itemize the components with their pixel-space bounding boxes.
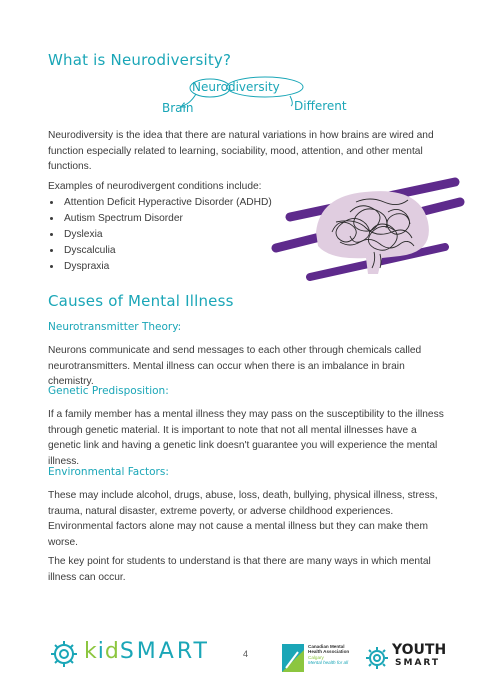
youth-word: YOUTH bbox=[392, 642, 447, 658]
paragraph-neurodiversity: Neurodiversity is the idea that there are natural variations in how brains are wired and function especially related to learning, sociability, mood, attention, and other mental functions. bbox=[48, 130, 434, 172]
list-item: • Attention Deficit Hyperactive Disorder (ADHD) bbox=[62, 195, 288, 211]
paragraph-neurotransmitter: Neurons communicate and send messages to each other through chemicals called neurotransmitters. Mental illness can occur when there is an imbalance in brain chemistry. bbox=[48, 345, 422, 387]
list-intro: Examples of neurodivergent conditions include: bbox=[48, 181, 262, 192]
paragraph-environmental: These may include alcohol, drugs, abuse, loss, death, bullying, physical illness, stress, trauma, natural disaster, extreme poverty, or adverse childhood experiences. Environmental factors alone may not cause a mental illness but they can make them worse. bbox=[48, 490, 438, 548]
conditions-list bbox=[48, 195, 288, 275]
arrow-different bbox=[290, 96, 292, 106]
page-number: 4 bbox=[243, 649, 249, 659]
paragraph-genetic: If a family member has a mental illness they may pass on the susceptibility to the illness through genetic material. It is important to note that not all mental illnesses have a genetic link and having a genetic link doesn't guarantee you will experience the mental illness. bbox=[48, 409, 444, 467]
label-brain: Brain bbox=[162, 101, 194, 115]
label-different: Different bbox=[294, 99, 347, 113]
list-item: • Dyslexia bbox=[62, 227, 288, 243]
word-neur: Neur bbox=[192, 80, 221, 94]
logo-letter-k: k bbox=[84, 639, 98, 664]
word-o: o bbox=[220, 80, 228, 94]
youthsmart-logo bbox=[365, 640, 450, 674]
gear-icon bbox=[48, 638, 80, 670]
list-item: • Dyspraxia bbox=[62, 259, 288, 275]
brain-illustration bbox=[270, 172, 470, 282]
cmha-mark-icon bbox=[282, 644, 304, 672]
kidsmart-logo bbox=[48, 637, 218, 671]
neurodiversity-diagram bbox=[150, 70, 370, 120]
word-diversity: diversity bbox=[227, 80, 280, 94]
youth-gear-icon bbox=[365, 646, 389, 670]
smart-word: SMART bbox=[395, 658, 441, 668]
subheading-neurotransmitter: Neurotransmitter Theory: bbox=[48, 321, 182, 333]
paragraph-key-point: The key point for students to understand is that there are many ways in which mental illness can occur. bbox=[48, 556, 431, 583]
heading-causes: Causes of Mental Illness bbox=[48, 292, 234, 310]
logo-letter-i: i bbox=[97, 639, 105, 664]
cmha-line-1: Canadian Mental bbox=[308, 644, 345, 649]
list-item: • Dyscalculia bbox=[62, 243, 288, 259]
heading-neurodiversity: What is Neurodiversity? bbox=[48, 51, 232, 69]
subheading-genetic: Genetic Predisposition: bbox=[48, 385, 169, 397]
logo-word-smart: SMART bbox=[119, 639, 210, 664]
cmha-line-3: Calgary bbox=[308, 654, 324, 660]
logo-letter-d: d bbox=[104, 639, 120, 664]
cmha-line-2: Health Association bbox=[308, 649, 350, 655]
list-item: • Autism Spectrum Disorder bbox=[62, 211, 288, 227]
cmha-logo bbox=[282, 640, 362, 676]
subheading-environmental: Environmental Factors: bbox=[48, 466, 169, 478]
cmha-line-4: Mental health for all bbox=[308, 660, 349, 666]
